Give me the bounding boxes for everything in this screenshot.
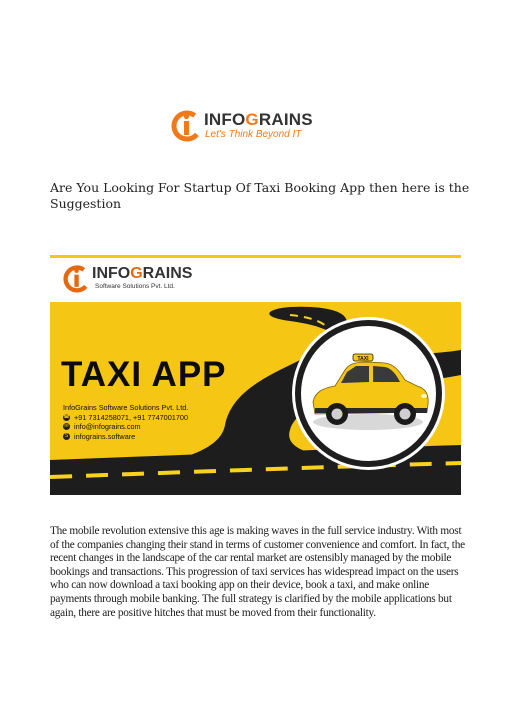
banner-heading: TAXI APP xyxy=(61,355,227,394)
taxi-car-illustration xyxy=(295,320,442,467)
skype-id: infograins.software xyxy=(74,431,136,441)
banner-logo-wordmark: INFOGRAINS xyxy=(92,265,193,282)
skype-icon: S xyxy=(64,433,69,440)
taxi-app-banner xyxy=(50,255,461,495)
document-title: Are You Looking For Startup Of Taxi Booking App then here is the Suggestion xyxy=(50,180,470,211)
email-icon: ✉ xyxy=(64,423,69,430)
banner-contact-info xyxy=(63,403,188,441)
body-paragraph: The mobile revolution extensive this age is making waves in the full service industry. With most of the companies changing their stand in terms of customer convenience and comfort. In fact, the recent changes in the landscape of the car rental market are ostensibly managed by the mobile bookings and transactions. This progression of taxi services has widespread impact on the users who can now download a taxi booking app on their device, book a taxi, and make online payments through mobile banking. The full strategy is clarified by the mobile applications but again, there are positive hitches that must be moved from their functionality. xyxy=(50,525,465,619)
taxi-car-icon xyxy=(301,326,436,461)
email-address: info@infograins.com xyxy=(74,422,141,432)
company-name: InfoGrains Software Solutions Pvt. Ltd. xyxy=(63,403,189,412)
logo-tagline: Let's Think Beyond IT xyxy=(205,129,302,140)
banner-logo-icon xyxy=(63,265,91,293)
logo-wordmark: INFOGRAINS xyxy=(204,110,313,129)
taxi-roof-sign: TAXI xyxy=(357,356,369,362)
infograins-logo xyxy=(171,110,321,144)
phone-icon: ☎ xyxy=(63,413,70,420)
banner-logo xyxy=(63,265,223,295)
banner-logo-tagline: Software Solutions Pvt. Ltd. xyxy=(95,283,175,290)
phone-numbers: +91 7314258071, +91 7747001700 xyxy=(74,412,189,422)
infograins-logo-icon xyxy=(171,110,203,142)
